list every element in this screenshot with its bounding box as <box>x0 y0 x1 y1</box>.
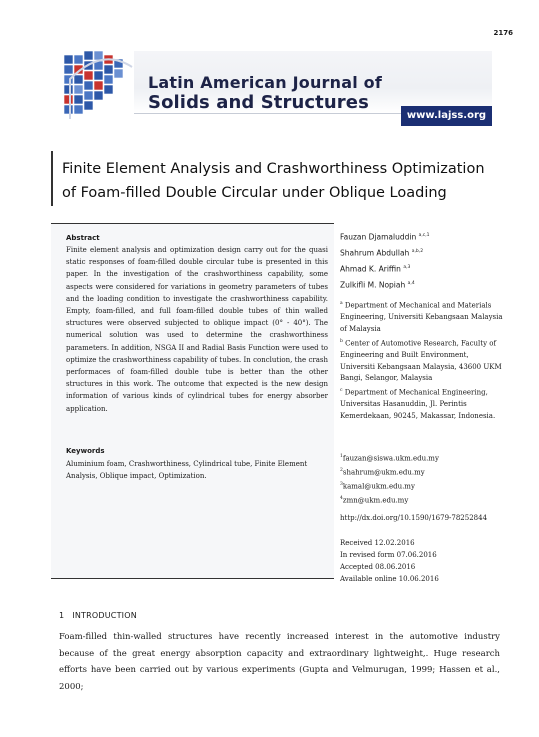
abstract-heading: Abstract <box>66 234 100 242</box>
date-online: Available online 10.06.2016 <box>340 575 439 583</box>
affiliation: $^a$ Department of Mechanical and Materials Engineering, Universiti Kebangsaan Malaysia of Malaysia <box>340 301 503 333</box>
date-received: Received 12.02.2016 <box>340 539 415 547</box>
title-rule <box>51 151 53 206</box>
article-dates <box>340 537 439 585</box>
affiliations <box>340 298 505 423</box>
journal-name-line2: Solids and Structures <box>148 92 369 113</box>
date-revised: In revised form 07.06.2016 <box>340 551 437 559</box>
page-number: 2176 <box>493 29 513 37</box>
article-title <box>62 157 502 205</box>
affiliation: $^c$ Department of Mechanical Engineering, Universitas Hasanuddin, Jl. Perintis Kemerdekaan, 90245, Makassar, Indonesia. <box>340 388 496 421</box>
journal-logo-icon <box>62 49 140 125</box>
keywords-heading: Keywords <box>66 447 105 455</box>
journal-name-line1: Latin American Journal of <box>148 73 383 92</box>
intro-paragraph: Foam-filled thin-walled structures have recently increased interest in the automotive industry because of the great energy absorption capacity and extraordinary lightweight,. Huge research efforts have been carried out by various experiments (Gupta and Velmurugan, 1999; Hassen et al., 2000; <box>59 632 500 692</box>
section-title: INTRODUCTION <box>72 611 137 620</box>
email[interactable]: $^3$kamal@ukm.edu.my <box>340 482 415 491</box>
title-line: of Foam-filled Double Circular under Oblique Loading <box>62 185 447 201</box>
keywords-text: Aluminium foam, Crashworthiness, Cylindrical tube, Finite Element Analysis, Oblique impact, Optimization. <box>66 460 308 481</box>
email-list <box>340 451 439 508</box>
email[interactable]: $^2$shahrum@ukm.edu.my <box>340 468 425 477</box>
section-number: 1 <box>59 611 65 620</box>
author: Shahrum Abdullah $^{a,b,2}$ <box>340 248 424 258</box>
doi-link[interactable]: http://dx.doi.org/10.1590/1679-78252844 <box>340 514 488 522</box>
author: Zulkifli M. Nopiah $^{a,4}$ <box>340 280 415 290</box>
author: Fauzan Djamaluddin $^{a,c,1}$ <box>340 232 430 242</box>
journal-url[interactable]: www.lajss.org <box>401 106 492 126</box>
email[interactable]: $^1$fauzan@siswa.ukm.edu.my <box>340 454 439 463</box>
title-line: Finite Element Analysis and Crashworthiness Optimization <box>62 161 485 177</box>
author-list <box>340 229 430 293</box>
section-heading <box>59 611 145 620</box>
email[interactable]: $^4$zmn@ukm.edu.my <box>340 496 409 505</box>
affiliation: $^b$ Center of Automotive Research, Faculty of Engineering and Built Environment, Universiti Kebangsaan Malaysia, 43600 UKM Bangi, Selangor, Malaysia <box>340 338 502 383</box>
author: Ahmad K. Ariffin $^{a,3}$ <box>340 264 411 274</box>
date-accepted: Accepted 08.06.2016 <box>340 563 416 571</box>
abstract-text: Finite element analysis and optimization design carry out for the quasi static responses of foam-filled double circular tube is presented in this paper. In the investigation of the crashworthiness capability, some aspects were considered for variations in geometry parameters of tubes and the loading condition to investigate the crashworthiness capability. Empty, foam-filled, and full foam-filled double tubes of thin walled structures were observed subjected to oblique impact (0° - 40°). The numerical solution was used to determine the crashworthiness parameters. In addition, NSGA II and Radial Basis Function were used to optimize the crashworthiness capability of tubes. In conclution, the crash performaces of foam-filled double tube is better than the other structures in this work. The outcome that expected is the new design information of various kinds of cylindrical tubes for energy absorber application. <box>66 246 328 413</box>
